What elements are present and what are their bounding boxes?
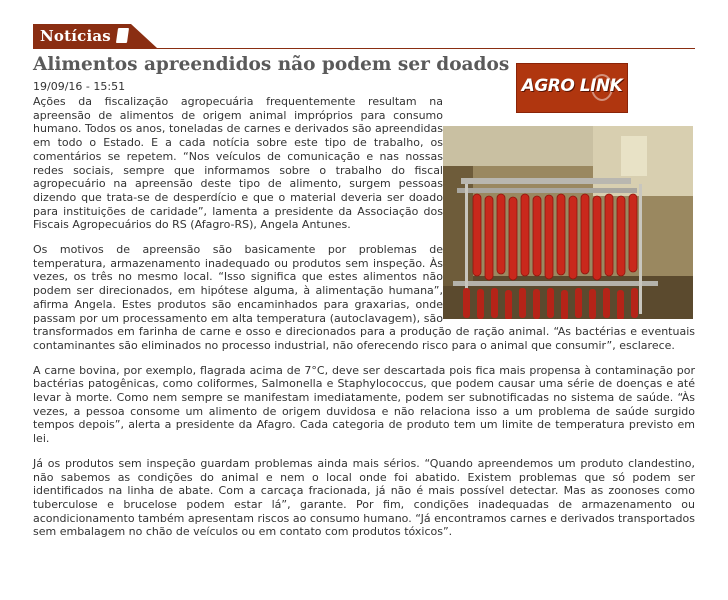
article-date: 19/09/16 - 15:51: [33, 80, 126, 93]
article-body: [33, 95, 695, 550]
article-paragraph: A carne bovina, por exemplo, flagrada acima de 7°C, deve ser descartada pois fica mais propensa à contaminação por bactérias patogênicas, como coliformes, Salmonella e Staphylococcus, que podem causar uma série de doenças e até levar à morte. Como nem sempre se manifestam imediatamente, podem ser subnotificadas no sistema de saúde. “Às vezes, a pessoa consome um alimento de origem duvidosa e não relaciona isso a um problema de saúde surgido tempos depois”, alerta a presidente da Afagro. Cada categoria de produto tem um limite de temperatura previsto em lei.: [33, 363, 695, 446]
article-paragraph: Ações da fiscalização agropecuária frequentemente resultam na apreensão de alimentos de origem animal impróprios para consumo humano. Todos os anos, toneladas de carnes e derivados são apreendidas em todo o Estado. E a cada notícia sobre este tipo de trabalho, os comentários se repetem. “Nos veículos de comunicação e nas nossas redes sociais, sempre que informamos sobre o trabalho do fiscal agropecuário na apreensão deste tipo de alimento, surgem pessoas dizendo que trata-se de desperdício e que o material deveria ser doado para instituições de caridade”, lamenta a presidente da Associação dos Fiscais Agropecuários do RS (Afagro-RS), Angela Antunes.: [33, 95, 443, 232]
section-tab-label: Notícias: [40, 27, 111, 45]
article-title: Alimentos apreendidos não podem ser doados: [33, 54, 510, 75]
article-paragraph: Já os produtos sem inspeção guardam problemas ainda mais sérios. “Quando apreendemos um produto clandestino, não sabemos as condições do animal e nem o local onde foi abatido. Existem problemas que só podem ser identificados na linha de abate. Com a carcaça fracionada, já não é mais possível detectar. Mas as zoonoses como tuberculose e brucelose podem estar lá”, garante. Por fim, condições inadequadas de armazenamento ou acondicionamento também apresentam riscos ao consumo humano. “Já encontramos carnes e derivados transportados sem embalagem no chão de veículos ou em contato com produtos tóxicos”.: [33, 456, 695, 539]
section-tab: [33, 24, 157, 48]
article-paragraph: Os motivos de apreensão são basicamente por problemas de temperatura, armazenamento inadequado ou produtos sem inspeção. Às vezes, os três no mesmo local. “Isso significa que estes alimentos não podem ser direcionados, em hipótese alguma, à alimentação humana”, afirma Angela. Estes produtos são encaminhados para graxarias, onde passam por um processamento em alta temperatura (autoclavagem), são transformados em farinha de carne e osso e direcionados para a produção de ração animal. “As bactérias e eventuais contaminantes são eliminados no processo industrial, não oferecendo risco para o animal que consumir”, esclarece.: [33, 243, 695, 352]
photo-float-space: [443, 95, 695, 324]
logo-text: AGRO LINK: [521, 76, 623, 96]
section-divider: [33, 48, 695, 49]
document-icon: [116, 28, 129, 43]
